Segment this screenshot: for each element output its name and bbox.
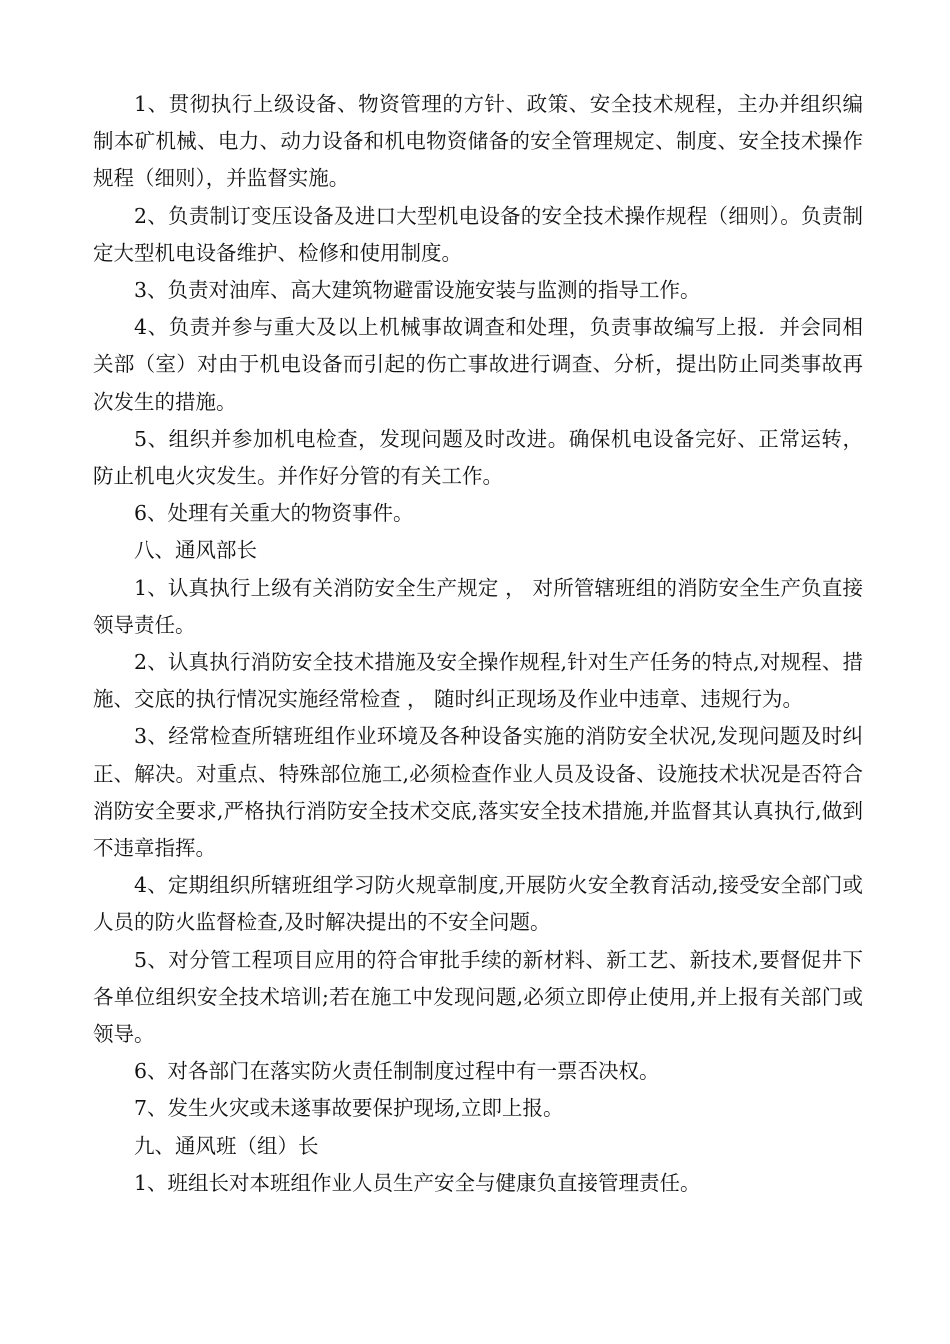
paragraph: 5、组织并参加机电检查，发现问题及时改进。确保机电设备完好、正常运转，防止机电火灾发生。并作好分管的有关工作。: [93, 426, 863, 489]
document-body: [93, 86, 863, 1202]
paragraph: 4、负责并参与重大及以上机械事故调查和处理，负责事故编写上报．并会同相关部（室）对由于机电设备而引起的伤亡事故进行调查、分析，提出防止同类事故再次发生的措施。: [93, 315, 863, 414]
paragraph: 5、对分管工程项目应用的符合审批手续的新材料、新工艺、新技术,要督促井下各单位组织安全技术培训;若在施工中发现问题,必须立即停止使用,并上报有关部门或领导。: [93, 947, 863, 1047]
paragraph: 6、处理有关重大的物资事件。: [134, 501, 414, 526]
paragraph: 3、经常检查所辖班组作业环境及各种设备实施的消防安全状况,发现问题及时纠正、解决。对重点、特殊部位施工,必须检查作业人员及设备、设施技术状况是否符合消防安全要求,严格执行消防安全技术交底,落实安全技术措施,并监督其认真执行,做到不违章指挥。: [93, 724, 863, 861]
paragraph: 6、对各部门在落实防火责任制制度过程中有一票否决权。: [134, 1059, 660, 1084]
section-heading: 九、通风班（组）长: [134, 1133, 319, 1158]
paragraph: 2、认真执行消防安全技术措施及安全操作规程,针对生产任务的特点,对规程、措施、交底的执行情况实施经常检查 ， 随时纠正现场及作业中违章、违规行为。: [93, 650, 863, 712]
paragraph: 1、班组长对本班组作业人员生产安全与健康负直接管理责任。: [134, 1170, 701, 1195]
paragraph: 1、贯彻执行上级设备、物资管理的方针、政策、安全技术规程，主办并组织编制本矿机械、电力、动力设备和机电物资储备的安全管理规定、制度、安全技术操作规程（细则），并监督实施。: [93, 92, 863, 191]
paragraph: 1、认真执行上级有关消防安全生产规定 ， 对所管辖班组的消防安全生产负直接领导责任。: [93, 575, 863, 637]
paragraph: 4、定期组织所辖班组学习防火规章制度,开展防火安全教育活动,接受安全部门或人员的防火监督检查,及时解决提出的不安全问题。: [93, 873, 863, 935]
paragraph: 3、负责对油库、高大建筑物避雷设施安装与监测的指导工作。: [134, 278, 701, 303]
paragraph: 7、发生火灾或未遂事故要保护现场,立即上报。: [134, 1096, 564, 1121]
paragraph: 2、负责制订变压设备及进口大型机电设备的安全技术操作规程（细则）。负责制定大型机电设备维护、检修和使用制度。: [93, 203, 863, 265]
section-heading: 八、通风部长: [134, 538, 257, 563]
